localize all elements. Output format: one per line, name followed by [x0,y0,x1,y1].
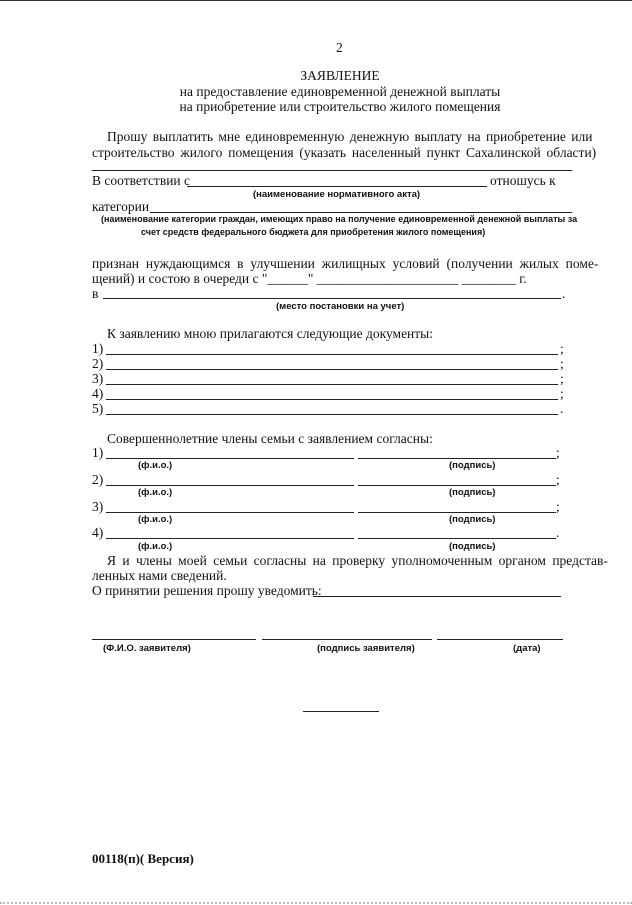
applicant-fio-field[interactable] [92,639,256,640]
applicant-sign-caption: (подпись заявителя) [317,643,415,654]
family-member-number: 1) [92,445,104,460]
fio-caption: (ф.и.о.) [138,487,173,498]
accordance-suffix: отношусь к [490,173,556,188]
family-member-fio-field[interactable] [106,458,354,459]
family-member-number: 2) [92,472,104,487]
consent-line-2: ленных нами сведений. [92,568,227,583]
document-item-number: 2) [92,356,104,371]
documents-heading: К заявлению мною прилагаются следующие документы: [107,326,434,341]
family-member-end: . [556,525,560,540]
family-member-sign-field[interactable] [358,512,556,513]
document-item-field[interactable] [106,354,558,355]
sign-caption: (подпись) [449,487,496,498]
family-heading: Совершеннолетние члены семьи с заявлением согласны: [107,431,433,446]
registration-place-field[interactable] [103,298,561,299]
document-item-end: ; [560,371,564,386]
document-subtitle-2: на приобретение или строительство жилого помещения [179,99,501,114]
document-item-number: 4) [92,386,104,401]
family-member-number: 4) [92,525,104,540]
category-caption-2: счет средств федерального бюджета для приобретения жилого помещения) [141,227,486,237]
document-item-number: 5) [92,401,104,416]
application-date-caption: (дата) [513,643,541,654]
applicant-fio-caption: (Ф.И.О. заявителя) [103,643,191,654]
sign-caption: (подпись) [449,541,496,552]
family-member-end: ; [556,472,560,487]
registration-place-prefix: в [92,286,99,301]
document-code: 00118(п)( Версия) [92,851,194,866]
accordance-prefix: В соответствии с [92,173,191,188]
category-prefix: категории [92,199,150,214]
normative-act-field[interactable] [187,186,487,187]
request-line-1: Прошу выплатить мне единовременную денежную выплату на приобретение или [107,129,593,144]
document-item-end: . [560,401,564,416]
notify-label: О принятии решения прошу уведомить: [92,583,322,598]
consent-line-1: Я и члены моей семьи согласны на проверку уполномоченным органом представ- [107,553,608,568]
document-item-field[interactable] [106,414,558,415]
registration-place-end: . [562,286,566,301]
category-field[interactable] [150,212,572,213]
document-item-end: ; [560,341,564,356]
fio-caption: (ф.и.о.) [138,460,173,471]
family-member-end: ; [556,445,560,460]
applicant-sign-field[interactable] [262,639,432,640]
document-item-number: 3) [92,371,104,386]
recognition-line-1: признан нуждающимся в улучшении жилищных условий (получении жилых поме- [92,256,599,271]
locality-field[interactable] [92,170,572,171]
document-title: ЗАЯВЛЕНИЕ [300,68,380,83]
family-member-number: 3) [92,499,104,514]
page-number: 2 [336,40,343,55]
document-item-end: ; [560,386,564,401]
recognition-line-2: щений) и состою в очереди с "______" _____________________ ________ г. [92,271,527,286]
closing-divider [303,711,379,712]
fio-caption: (ф.и.о.) [138,541,173,552]
family-member-fio-field[interactable] [106,485,354,486]
fio-caption: (ф.и.о.) [138,514,173,525]
registration-place-caption: (место постановки на учет) [276,301,405,312]
application-date-field[interactable] [437,639,563,640]
scan-edge [0,902,632,904]
sign-caption: (подпись) [449,514,496,525]
family-member-end: ; [556,499,560,514]
family-member-sign-field[interactable] [358,485,556,486]
normative-act-caption: (наименование нормативного акта) [253,189,421,200]
document-item-field[interactable] [106,399,558,400]
family-member-fio-field[interactable] [106,538,354,539]
sign-caption: (подпись) [449,460,496,471]
document-subtitle-1: на предоставление единовременной денежной выплаты [179,84,501,99]
category-caption-1: (наименование категории граждан, имеющих право на получение единовременной денежной выплаты за [101,214,578,224]
family-member-sign-field[interactable] [358,538,556,539]
notify-field[interactable] [313,596,561,597]
document-item-field[interactable] [106,384,558,385]
page-top-edge [0,0,632,1]
family-member-sign-field[interactable] [358,458,556,459]
request-line-2: строительство жилого помещения (указать населенный пункт Сахалинской области) [92,145,597,160]
document-item-end: ; [560,356,564,371]
document-item-field[interactable] [106,369,558,370]
document-item-number: 1) [92,341,104,356]
family-member-fio-field[interactable] [106,512,354,513]
